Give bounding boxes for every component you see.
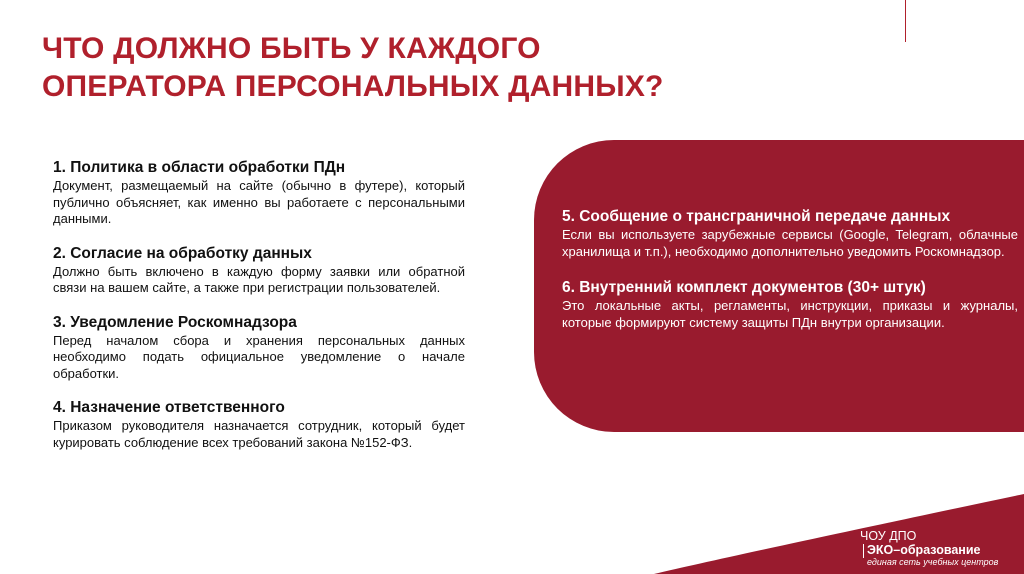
item-heading: 1. Политика в области обработки ПДн: [53, 159, 346, 176]
logo-divider: [863, 544, 864, 558]
item-text: Перед началом сбора и хранения персональных данных необходимо подать официальное уведомление о начале обработки.: [53, 332, 465, 381]
left-column: [53, 158, 465, 467]
right-column: [562, 207, 1018, 349]
item-text: Это локальные акты, регламенты, инструкции, приказы и журналы, которые формируют систему защиты ПДн внутри организации.: [562, 298, 1018, 330]
logo-line-3: единая сеть учебных центров: [867, 557, 999, 567]
list-item: [53, 313, 465, 383]
list-item: [562, 278, 1018, 331]
item-text: Документ, размещаемый на сайте (обычно в футере), который публично объясняет, как именно вы работаете с персональными данными.: [53, 178, 465, 226]
title-line-1: ЧТО ДОЛЖНО БЫТЬ У КАЖДОГО: [42, 32, 541, 65]
title-line-2: ОПЕРАТОРА ПЕРСОНАЛЬНЫХ ДАННЫХ?: [42, 70, 664, 103]
list-item: [53, 244, 465, 297]
list-item: [562, 207, 1018, 260]
item-text: Если вы используете зарубежные сервисы (Google, Telegram, облачные хранилища и т.п.), необходимо дополнительно уведомить Роскомнадзор.: [562, 227, 1018, 259]
item-heading: 4. Назначение ответственного: [53, 399, 285, 416]
item-heading: 6. Внутренний комплект документов (30+ штук): [562, 279, 926, 296]
decorative-line: [905, 0, 906, 42]
logo: [860, 529, 998, 568]
item-heading: 3. Уведомление Роскомнадзора: [53, 313, 297, 331]
item-heading: 5. Сообщение о трансграничной передаче данных: [562, 208, 951, 225]
item-text: Должно быть включено в каждую форму заявки или обратной связи на вашем сайте, а также при регистрации пользователей.: [53, 263, 465, 295]
page-title: [42, 30, 664, 106]
list-item: [53, 398, 465, 451]
logo-line-1: ЧОУ ДПО: [860, 529, 917, 543]
list-item: [53, 158, 465, 228]
logo-line-2: ЭКО–образование: [867, 543, 981, 557]
item-text: Приказом руководителя назначается сотрудник, который будет курировать соблюдение всех требований закона №152-ФЗ.: [53, 418, 465, 450]
item-heading: 2. Согласие на обработку данных: [53, 244, 312, 262]
